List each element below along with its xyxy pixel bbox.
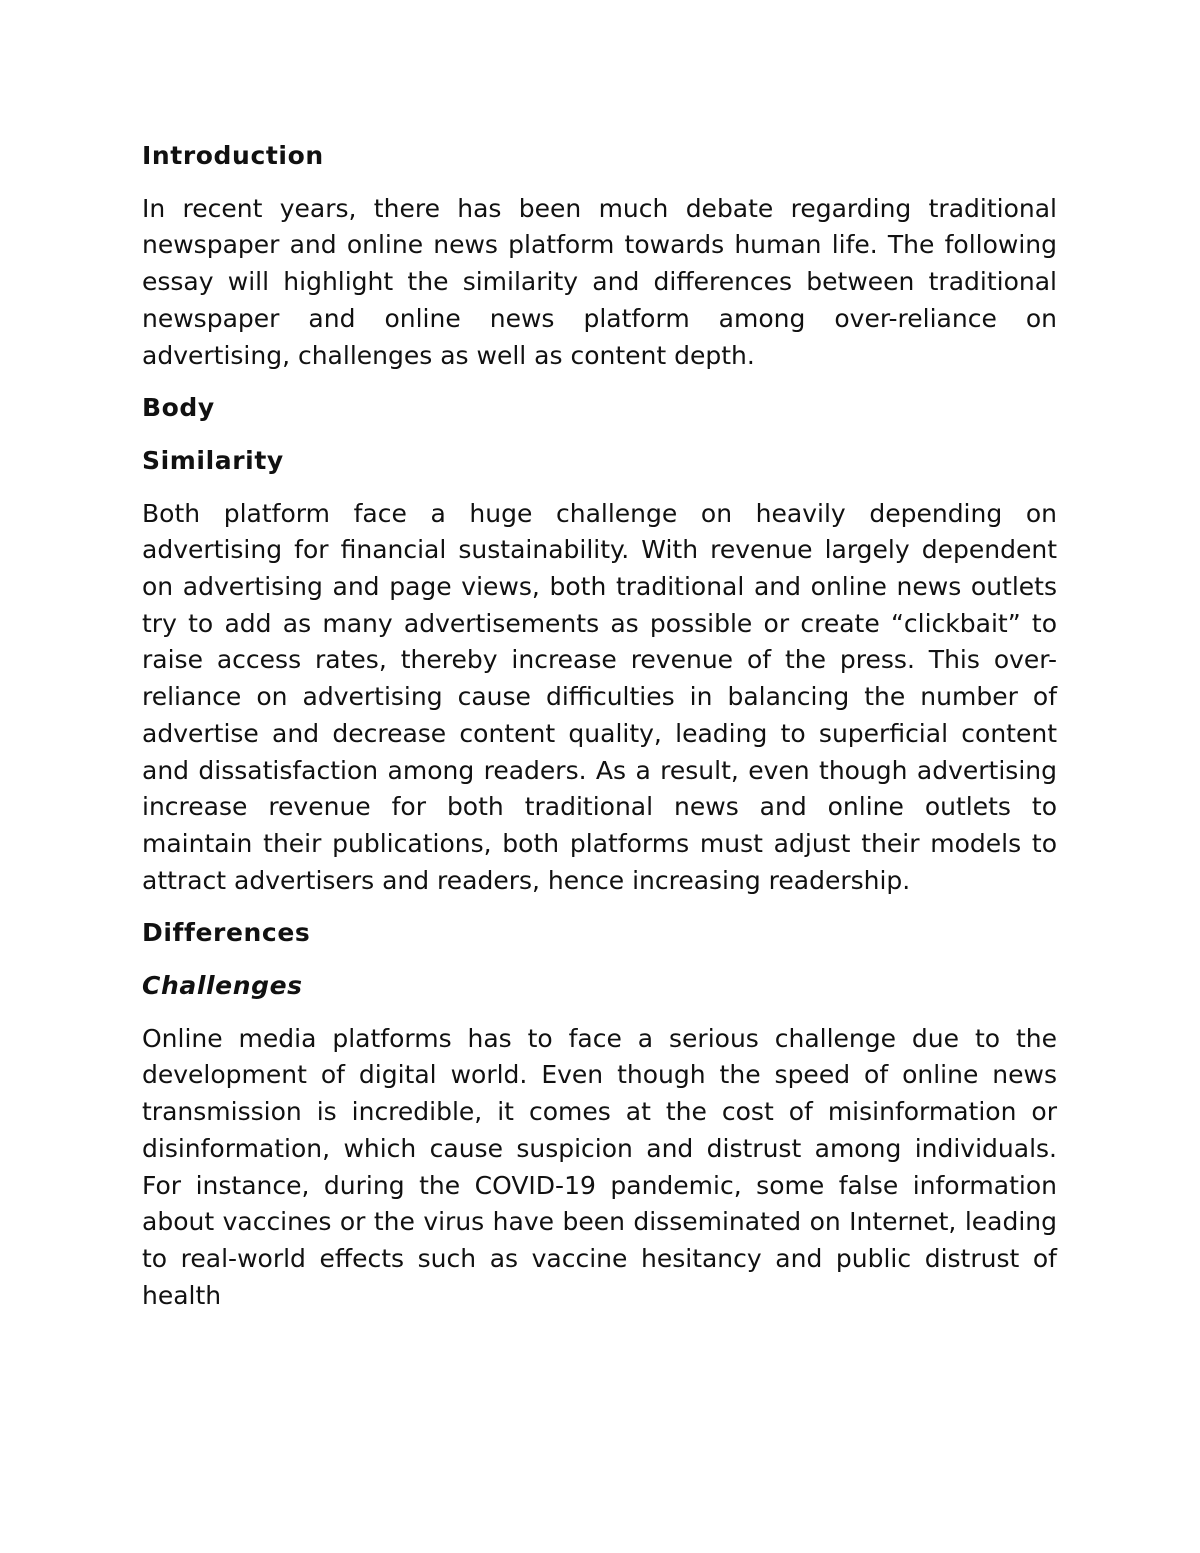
heading-differences: Differences <box>142 918 311 948</box>
heading-introduction: Introduction <box>142 141 324 170</box>
paragraph-similarity: Both platform face a huge challenge on heavily depending on advertising for financial sustainability. With revenue largely dependent on advertising and page views, both traditional and online news outlets try to add as many advertisements as possible or create “clickbait” to raise access rates, thereby increase revenue of the press. This over-reliance on advertising cause difficulties in balancing the number of advertise and decrease content quality, leading to superficial content and dissatisfaction among readers. As a result, even though advertising increase revenue for both traditional news and online outlets to maintain their publications, both platforms must adjust their models to attract advertisers and readers, hence increasing readership. <box>142 498 1057 895</box>
heading-similarity: Similarity <box>142 445 284 475</box>
document-page <box>142 138 1057 1330</box>
paragraph-introduction: In recent years, there has been much debate regarding traditional newspaper and online news platform towards human life. The following essay will highlight the similarity and differences between traditional newspaper and online news platform among over-reliance on advertising, challenges as well as content depth. <box>142 193 1057 370</box>
heading-challenges: Challenges <box>142 971 303 1001</box>
paragraph-challenges: Online media platforms has to face a serious challenge due to the development of digital world. Even though the speed of online news transmission is incredible, it comes at the cost of misinformation or disinformation, which cause suspicion and distrust among individuals. For instance, during the COVID-19 pandemic, some false information about vaccines or the virus have been disseminated on Internet, leading to real-world effects such as vaccine hesitancy and public distrust of health <box>142 1023 1057 1310</box>
heading-body: Body <box>142 393 215 423</box>
